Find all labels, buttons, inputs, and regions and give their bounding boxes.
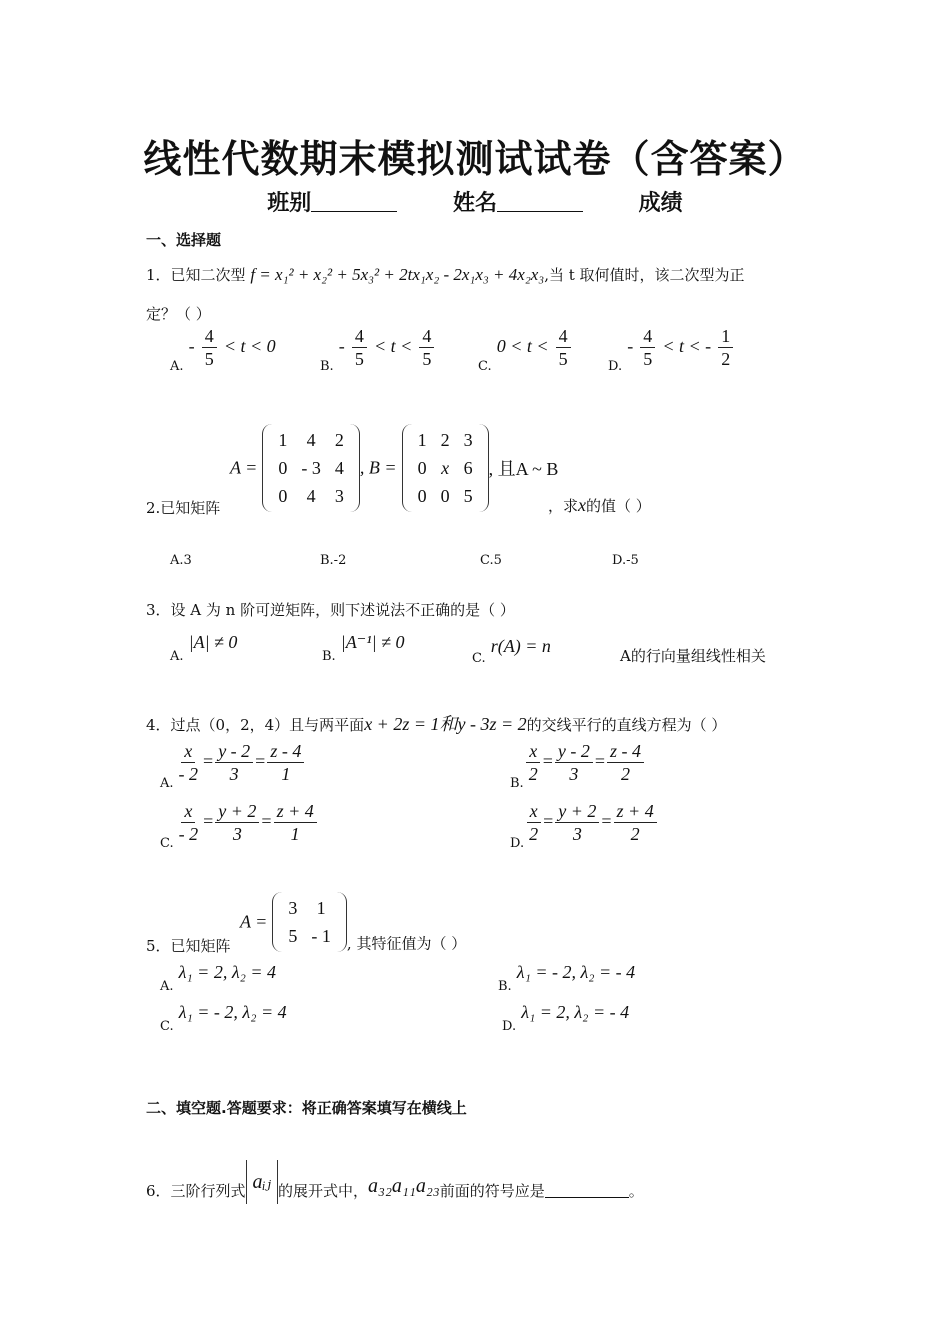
q5-matrix bbox=[272, 892, 347, 952]
q5-option-b[interactable]: $_{B.}$ λ₁ = - 2, λ₂ = - 4 bbox=[498, 962, 636, 994]
q2-matrix-b-cell: 5 bbox=[463, 485, 473, 506]
q3-stem: 3．设 A 为 n 阶可逆矩阵，则下述说法不正确的是（ ） bbox=[146, 601, 515, 619]
q6-answer-blank[interactable] bbox=[545, 1179, 629, 1198]
q2-matrix-b-cell: 0 bbox=[417, 485, 427, 506]
q2-matrix-b-cell: x bbox=[441, 457, 450, 478]
class-label: 班别 bbox=[267, 191, 312, 216]
q2-matrix-a-cell: - 3 bbox=[301, 457, 321, 478]
q4-option-c[interactable]: $_{C.}$ $\frac{x}{- 2}$ = $\frac{y + 2}{3}$ = $\frac{z + 4}{1}$ bbox=[160, 800, 319, 851]
q1-option-b[interactable]: $_{B.}$ - $\frac{4}{5}$ < t < $\frac{4}{5}$ bbox=[320, 325, 436, 374]
name-label: 姓名 bbox=[452, 191, 497, 216]
q2-suffix-line: ，求x的值（ ） bbox=[548, 495, 651, 515]
q6-term: a₃₂a₁₁a₂₃ bbox=[368, 1175, 440, 1197]
q2-matrix-a bbox=[262, 424, 360, 512]
q1-option-c[interactable]: $_{C.}$ 0 < t < $\frac{4}{5}$ bbox=[478, 325, 573, 374]
q2-matrix-a-cell: 4 bbox=[334, 457, 344, 478]
q2-matrix-b-cell: 2 bbox=[440, 429, 450, 450]
q5-option-c[interactable]: $_{C.}$ λ₁ = - 2, λ₂ = 4 bbox=[160, 1002, 287, 1034]
q6-stem: 6．三阶行列式 aᵢⱼ 的展开式中，a₃₂a₁₁a₂₃前面的符号应是 。 bbox=[146, 1160, 644, 1204]
q5-matrix-wrap: A = 3 1 5 - 1 , 其特征值为（ ） bbox=[240, 892, 466, 954]
q1-line2: 定？（ ） bbox=[146, 305, 211, 323]
q5-matrix-cell: 1 bbox=[316, 897, 326, 918]
q5-option-d[interactable]: $_{D.}$ λ₁ = 2, λ₂ = - 4 bbox=[502, 1002, 630, 1034]
q2-option-a[interactable]: A.3 bbox=[170, 553, 192, 568]
q2-matrix-b-cell: 1 bbox=[417, 429, 427, 450]
q2-prefix: 2.已知矩阵 bbox=[146, 499, 221, 517]
q3-option-b[interactable]: $_{B.}$ |A⁻¹| ≠ 0 bbox=[322, 632, 405, 664]
q1-option-d[interactable]: $_{D.}$ - $\frac{4}{5}$ < t < - $\frac{1}{2}$ bbox=[608, 325, 735, 374]
q2-option-d[interactable]: D.-5 bbox=[612, 553, 639, 568]
q2-matrix-a-cell: 2 bbox=[334, 429, 344, 450]
q4-option-d[interactable]: $_{D.}$ $\frac{x}{2}$ = $\frac{y + 2}{3}$ = $\frac{z + 4}{2}$ bbox=[510, 800, 659, 851]
q6-determinant: aᵢⱼ bbox=[246, 1160, 278, 1204]
q5-matrix-cell: - 1 bbox=[311, 925, 331, 946]
q1-stem bbox=[146, 264, 745, 285]
q2-matrix-a-cell: 4 bbox=[306, 485, 316, 506]
q3-option-a[interactable]: $_{A.}$ |A| ≠ 0 bbox=[170, 632, 238, 664]
q2-matrix-b bbox=[402, 424, 489, 512]
q2-matrix-a-cell: 1 bbox=[278, 429, 288, 450]
section-1-title: 一、选择题 bbox=[146, 231, 222, 249]
q1-option-a[interactable]: $_{A.}$ - $\frac{4}{5}$ < t < 0 bbox=[170, 326, 276, 374]
section-2-title: 二、填空题.答题要求：将正确答案填写在横线上 bbox=[146, 1099, 467, 1117]
class-blank[interactable] bbox=[311, 189, 397, 212]
student-info-line bbox=[0, 186, 950, 217]
q2-matrices bbox=[230, 424, 558, 512]
q2-a-label: A = bbox=[230, 457, 258, 478]
q1-formula: f = x₁² + x₂² + 5x₃² + 2tx₁x₂ - 2x₁x₃ + 4x₂x₃ bbox=[250, 265, 545, 284]
q5-option-a[interactable]: $_{A.}$ λ₁ = 2, λ₂ = 4 bbox=[160, 962, 277, 994]
q2-condition: , 且A ~ B bbox=[488, 459, 559, 479]
name-blank[interactable] bbox=[497, 189, 583, 212]
q2-matrix-a-cell: 3 bbox=[334, 485, 344, 506]
q2-option-b[interactable]: B.-2 bbox=[320, 553, 347, 568]
q2-matrix-b-cell: 6 bbox=[463, 457, 473, 478]
page-title: 线性代数期末模拟测试试卷（含答案） bbox=[143, 137, 807, 181]
q3-option-c[interactable]: $_{C.}$ r(A) = n bbox=[472, 636, 551, 666]
q5-matrix-cell: 3 bbox=[288, 897, 298, 918]
q2-matrix-b-cell: 0 bbox=[440, 485, 450, 506]
q1-suffix: ,当 t 取何值时，该二次型为正 bbox=[544, 266, 745, 284]
q2-option-c[interactable]: C.5 bbox=[480, 553, 502, 568]
score-label: 成绩 bbox=[638, 191, 683, 216]
q2-matrix-a-cell: 0 bbox=[278, 485, 288, 506]
q4-option-a[interactable]: $_{A.}$ $\frac{x}{- 2}$ = $\frac{y - 2}{3}$ = $\frac{z - 4}{1}$ bbox=[160, 740, 306, 791]
q3-option-d[interactable]: A的行向量组线性相关 bbox=[620, 647, 766, 665]
q4-stem: 4．过点（0，2，4）且与两平面x + 2z = 1和y - 3z = 2的交线平行的直线方程为（ ） bbox=[146, 714, 727, 734]
q5-prefix: 5．已知矩阵 bbox=[146, 937, 231, 955]
q4-option-b[interactable]: $_{B.}$ $\frac{x}{2}$ = $\frac{y - 2}{3}$ = $\frac{z - 4}{2}$ bbox=[510, 740, 646, 791]
q2-b-label: , B = bbox=[359, 457, 397, 478]
q1-prefix: 1．已知二次型 bbox=[146, 266, 246, 284]
q2-matrix-b-cell: 3 bbox=[463, 429, 473, 450]
q2-matrix-b-cell: 0 bbox=[417, 457, 427, 478]
q2-matrix-a-cell: 4 bbox=[306, 429, 316, 450]
q5-matrix-cell: 5 bbox=[288, 925, 298, 946]
q2-matrix-a-cell: 0 bbox=[278, 457, 288, 478]
